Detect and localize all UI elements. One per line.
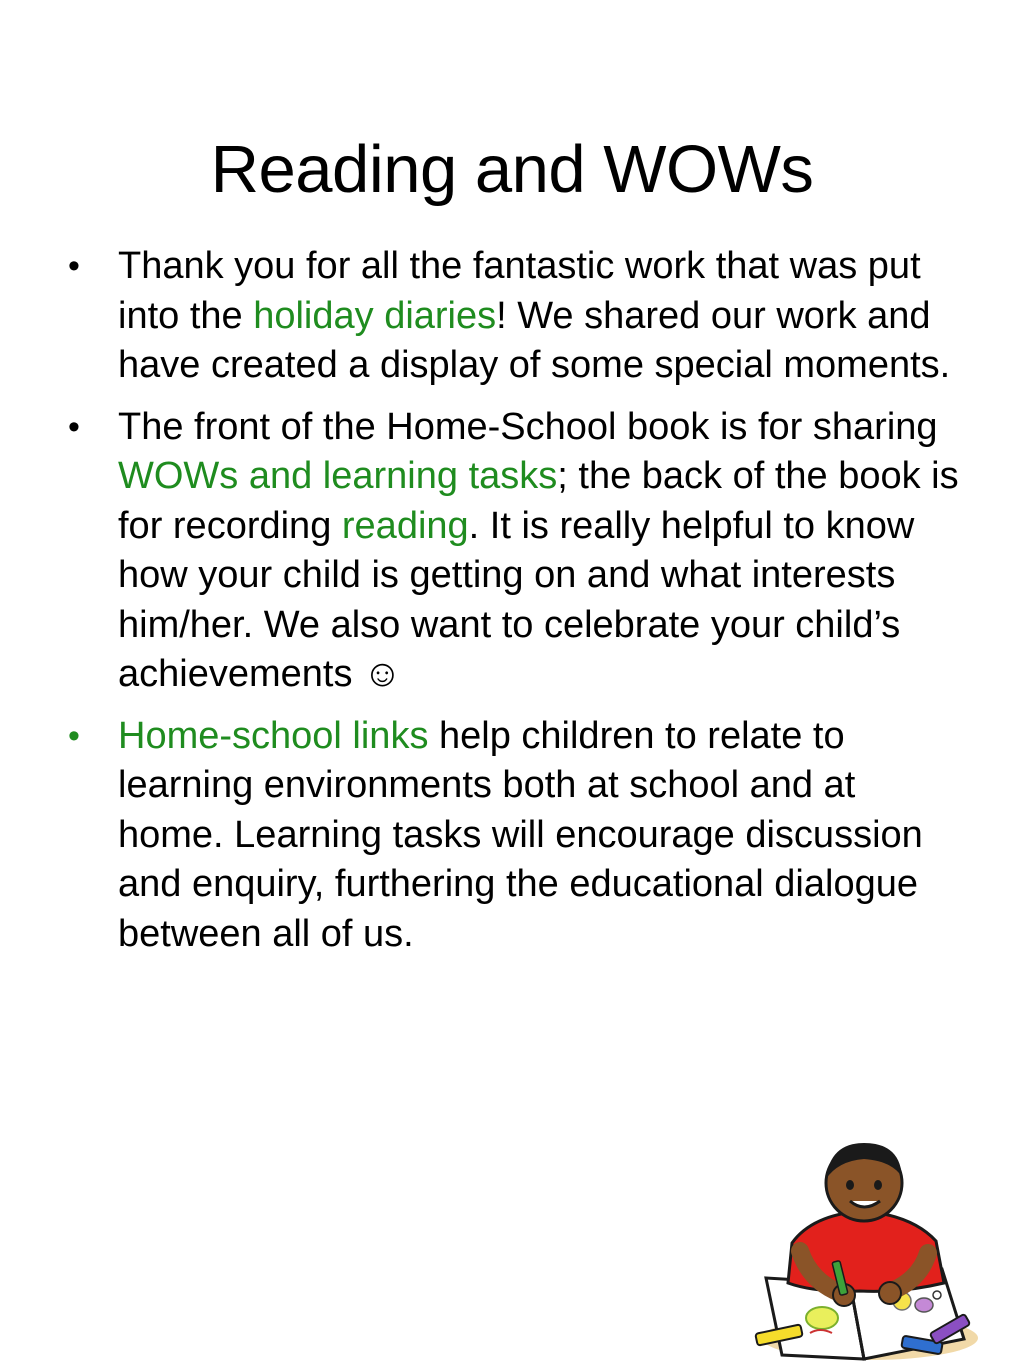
child-coloring-book-clipart-icon [752,1133,982,1365]
bullet-text-segment: ; the back of the book is for recording [118,455,959,547]
highlight-text: reading [341,504,469,547]
bullet-text [118,715,923,955]
bullet-marker: • [68,716,80,755]
highlight-text: holiday diaries [253,294,497,337]
bullet-text [118,245,950,386]
bullet-text-segment: . It is really helpful to know how your child is getting on and what interests him/her. We also want to celebrate your child’s achievements [118,504,915,695]
highlight-text: Home-school links [118,714,429,757]
bullet-list [64,242,964,971]
slide-title: Reading and WOWs [210,132,814,207]
bullet-text-segment: help children to relate to learning environments both at school and at home. Learning tasks will encourage discussion and enquiry, furthering the educational dialogue between all of us. [118,714,923,955]
bullet-text-segment: The front of the Home-School book is for sharing [118,405,938,448]
bullet-marker: • [68,247,80,285]
bullet-item [64,712,964,960]
highlight-text: WOWs and learning tasks [118,455,558,497]
bullet-text [118,406,959,696]
bullet-marker: • [68,407,80,446]
bullet-text-segment: ! We shared our work and have created a display of some special moments. [118,294,951,386]
smiley-icon: ☺ [363,653,402,695]
bullet-item [64,403,964,700]
bullet-item [64,242,964,391]
bullet-text-segment: Thank you for all the fantastic work that was put into the [118,245,921,337]
